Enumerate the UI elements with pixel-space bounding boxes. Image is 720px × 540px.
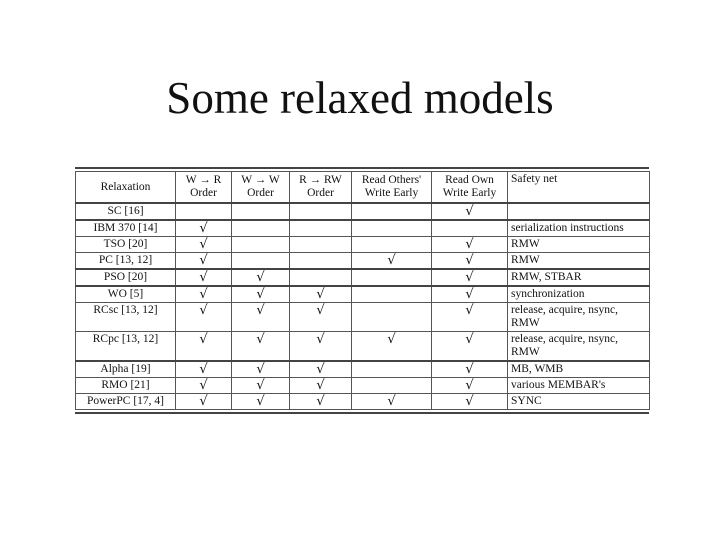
check-mark-icon: √ [432,378,508,394]
check-mark-icon: √ [176,361,232,378]
empty-cell [176,203,232,220]
table-row [76,332,650,362]
empty-cell [232,220,290,237]
empty-cell [290,203,352,220]
check-mark-icon: √ [176,286,232,303]
relaxation-cell: WO [5] [76,286,176,303]
safety-net-cell: RMW, STBAR [508,269,650,286]
table-row [76,203,650,220]
empty-cell [290,269,352,286]
check-mark-icon: √ [176,237,232,253]
check-mark-icon: √ [290,378,352,394]
safety-net-cell: synchronization [508,286,650,303]
check-mark-icon: √ [232,303,290,332]
column-header-w-r-order: W → R Order [176,172,232,204]
empty-cell [352,378,432,394]
safety-net-cell: RMW [508,237,650,253]
safety-net-cell: serialization instructions [508,220,650,237]
column-header-read-own-write-early: Read Own Write Early [432,172,508,204]
relaxation-cell: SC [16] [76,203,176,220]
relaxation-cell: PowerPC [17, 4] [76,394,176,410]
safety-net-cell: release, acquire, nsync, RMW [508,332,650,362]
relaxation-cell: PSO [20] [76,269,176,286]
check-mark-icon: √ [176,332,232,362]
relaxation-cell: Alpha [19] [76,361,176,378]
check-mark-icon: √ [352,332,432,362]
check-mark-icon: √ [352,253,432,270]
safety-net-cell: various MEMBAR's [508,378,650,394]
relaxation-cell: PC [13, 12] [76,253,176,270]
check-mark-icon: √ [176,394,232,410]
check-mark-icon: √ [176,303,232,332]
table-row [76,269,650,286]
check-mark-icon: √ [232,286,290,303]
safety-net-cell [508,203,650,220]
check-mark-icon: √ [432,203,508,220]
table-row [76,303,650,332]
check-mark-icon: √ [290,332,352,362]
check-mark-icon: √ [232,332,290,362]
check-mark-icon: √ [176,269,232,286]
check-mark-icon: √ [432,237,508,253]
check-mark-icon: √ [432,269,508,286]
empty-cell [352,269,432,286]
check-mark-icon: √ [290,303,352,332]
column-header-relaxation: Relaxation [76,172,176,204]
relaxed-models-table [75,171,650,410]
relaxation-cell: RCsc [13, 12] [76,303,176,332]
table-body [76,203,650,410]
check-mark-icon: √ [290,361,352,378]
check-mark-icon: √ [290,394,352,410]
empty-cell [232,253,290,270]
check-mark-icon: √ [176,220,232,237]
table-row [76,237,650,253]
safety-net-cell: RMW [508,253,650,270]
check-mark-icon: √ [432,303,508,332]
safety-net-cell: SYNC [508,394,650,410]
table-row [76,286,650,303]
check-mark-icon: √ [432,361,508,378]
check-mark-icon: √ [232,361,290,378]
slide-title: Some relaxed models [166,73,554,123]
check-mark-icon: √ [432,394,508,410]
check-mark-icon: √ [232,394,290,410]
check-mark-icon: √ [432,253,508,270]
relaxation-cell: RMO [21] [76,378,176,394]
empty-cell [352,303,432,332]
check-mark-icon: √ [290,286,352,303]
table-header-row [76,172,650,204]
check-mark-icon: √ [432,286,508,303]
safety-net-cell: release, acquire, nsync, RMW [508,303,650,332]
check-mark-icon: √ [352,394,432,410]
empty-cell [232,203,290,220]
empty-cell [352,361,432,378]
check-mark-icon: √ [432,332,508,362]
table-row [76,253,650,270]
check-mark-icon: √ [176,253,232,270]
column-header-read-others-write-early: Read Others' Write Early [352,172,432,204]
empty-cell [352,220,432,237]
column-header-w-w-order: W → W Order [232,172,290,204]
safety-net-cell: MB, WMB [508,361,650,378]
empty-cell [232,237,290,253]
table-row [76,361,650,378]
relaxation-cell: TSO [20] [76,237,176,253]
relaxation-cell: IBM 370 [14] [76,220,176,237]
table-row [76,394,650,410]
column-header-safety-net: Safety net [508,172,650,204]
table-row [76,220,650,237]
relaxation-cell: RCpc [13, 12] [76,332,176,362]
empty-cell [290,253,352,270]
empty-cell [352,286,432,303]
check-mark-icon: √ [232,378,290,394]
table-row [76,378,650,394]
empty-cell [352,203,432,220]
empty-cell [290,237,352,253]
check-mark-icon: √ [232,269,290,286]
relaxed-models-table-container [75,167,649,414]
column-header-r-rw-order: R → RW Order [290,172,352,204]
check-mark-icon: √ [176,378,232,394]
empty-cell [432,220,508,237]
empty-cell [352,237,432,253]
empty-cell [290,220,352,237]
